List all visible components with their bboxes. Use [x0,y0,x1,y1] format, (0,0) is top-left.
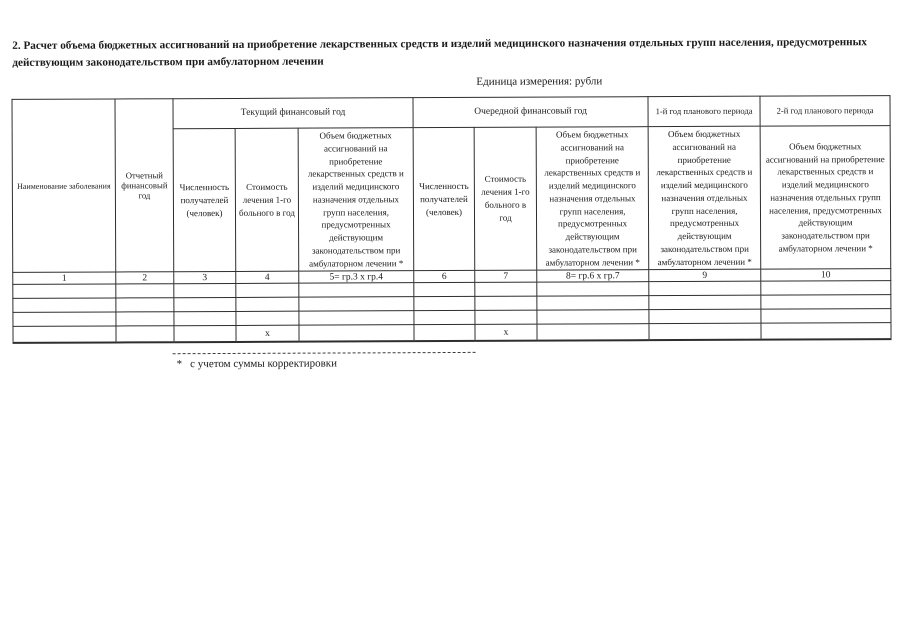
empty-cell [13,326,116,343]
empty-cell [116,326,174,343]
budget-calculation-table [11,95,891,344]
column-number-8-formula: 8= гр.6 х гр.7 [537,270,649,282]
empty-cell [537,324,649,341]
column-header-volume-current: Объем бюджетных ассигнований на приобретение лекарственных средств и изделий медицинского назначения отдельных групп населения, предусмотренных действующим законодательством при амбулаторном лечении * [298,128,414,272]
empty-cell [13,312,116,326]
empty-cell [116,284,174,298]
header-group-row [12,96,890,130]
empty-cell [537,296,649,310]
unit-of-measure-label: Единица измерения: рубли [476,75,603,88]
column-number-2: 2 [116,272,174,284]
column-number-10: 10 [761,269,891,282]
empty-cell [475,311,537,325]
column-header-recipients-next: Численность получателей (человек) [413,127,475,271]
empty-cell [116,298,174,312]
group-header-plan-year-1: 1-й год планового периода [648,96,760,126]
empty-cell [414,283,475,297]
empty-cell [174,326,236,343]
empty-cell [761,309,891,324]
empty-cell [174,298,236,312]
empty-cell [236,312,299,326]
empty-cell [761,281,891,296]
empty-cell [649,310,761,324]
group-header-plan-year-2: 2-й год планового периода [760,96,890,127]
column-header-cost-current: Стоимость лечения 1-го больного в год [235,128,299,272]
empty-cell [649,324,761,341]
empty-cell [649,296,761,310]
empty-cell [13,298,116,312]
empty-cell [174,284,236,298]
group-header-next-year: Очередной финансовый год [413,97,648,128]
empty-cell [414,325,475,342]
empty-cell [299,325,414,342]
group-header-current-year: Текущий финансовый год [173,98,413,129]
column-number-7: 7 [475,271,537,283]
empty-cell [537,310,649,324]
empty-cell [414,297,475,311]
x-mark-cell: х [475,325,537,342]
empty-cell [414,311,475,325]
page-title: 2. Расчет объема бюджетных ассигнований на приобретение лекарственных средств и изделий медицинского назначения отдельных групп населения, предусмотренных действующим законодательством при амбулаторном лечении [12,36,867,69]
x-mark-cell: х [236,326,299,343]
empty-cell [761,323,891,340]
column-header-cost-next: Стоимость лечения 1-го больного в год [474,127,537,271]
column-header-recipients-current: Численность получателей (человек) [173,128,236,272]
empty-cell [299,297,414,312]
column-header-disease: Наименование заболевания [12,99,116,273]
empty-cell [299,311,414,326]
empty-cell [761,295,891,310]
empty-cell [236,284,299,298]
column-number-9: 9 [649,270,761,282]
empty-cell [13,284,116,298]
empty-cell [299,283,414,298]
footnote-separator [173,352,476,354]
column-header-reporting-year: Отчетный финансовый год [115,99,174,273]
column-number-6: 6 [414,271,475,283]
empty-cell [649,282,761,296]
empty-cell [116,312,174,326]
column-header-volume-plan2: Объем бюджетных ассигнований на приобретение лекарственных средств и изделий медицинского назначения отдельных групп населения, предусмотренных действующим законодательством при амбулаторном лечении * [760,126,891,270]
empty-cell [537,282,649,296]
table-row-totals [13,323,891,343]
column-header-volume-next: Объем бюджетных ассигнований на приобретение лекарственных средств и изделий медицинского назначения отдельных групп населения, предусмотренных действующим законодательством при амбулаторном лечении * [536,127,649,271]
footnote-marker: * [176,358,183,371]
column-number-4: 4 [236,272,299,284]
column-number-1: 1 [13,272,116,284]
empty-cell [236,298,299,312]
column-header-volume-plan1: Объем бюджетных ассигнований на приобретение лекарственных средств и изделий медицинского назначения отдельных групп населения, предусмотренных действующим законодательством при амбулаторном лечении * [648,126,761,270]
empty-cell [174,312,236,326]
footnote [177,358,337,371]
footnote-text: с учетом суммы корректировки [190,357,338,371]
column-number-3: 3 [174,272,236,284]
empty-cell [475,283,537,297]
column-number-5-formula: 5= гр.3 х гр.4 [299,271,414,284]
empty-cell [475,297,537,311]
